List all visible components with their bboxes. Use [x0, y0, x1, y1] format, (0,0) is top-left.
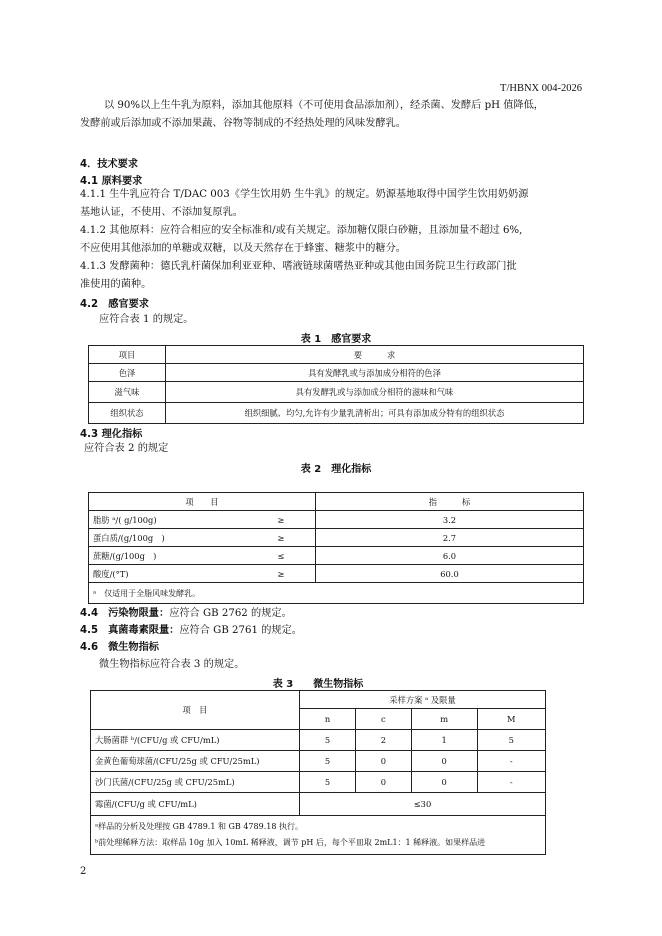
- table-2-caption: 表 2 理化指标: [300, 464, 372, 475]
- table-cell: 5: [300, 772, 356, 793]
- table-cell: 0: [411, 772, 477, 793]
- table-cell: 组织细腻、均匀,允许有少量乳清析出；可具有添加成分特有的组织状态: [166, 403, 584, 424]
- table-3-caption: 表 3 微生物指标: [272, 679, 364, 690]
- intro-line-1: 以 90%以上生牛乳为原料，添加其他原料（不可使用食品添加剂），经杀菌、发酵后 pH 值降低，: [104, 100, 544, 111]
- header-cell: 采样方案 ᵃ 及限量: [300, 691, 546, 709]
- table-cell: 60.0: [316, 565, 584, 583]
- section-4-title: 4．技术要求: [80, 159, 139, 170]
- table-cell: 具有发酵乳或与添加成分相符的色泽: [166, 364, 584, 382]
- table-header-row: [91, 691, 546, 709]
- header-cell: 指 标: [316, 493, 584, 511]
- header-cell: 项 目: [89, 493, 316, 511]
- header-cell: c: [356, 709, 412, 730]
- section-4-5: [80, 622, 302, 640]
- clause-4-1-2-line-2: 不应使用其他添加的单糖或双糖，以及天然存在于蜂蜜、糖浆中的糖分。: [80, 243, 406, 254]
- table-header-row: [89, 493, 584, 511]
- table-cell: 1: [411, 730, 477, 751]
- table-cell: 3.2: [316, 511, 584, 529]
- table-note: ᵇ前处理稀释方法：取样品 10g 加入 10mL 稀释液，调节 pH 后，每个平皿取 2mL1：1 稀释液。如果样品进: [95, 838, 486, 847]
- table-cell: 脂肪 ᵃ/( g/100g): [89, 511, 248, 529]
- comparison-operator: ≥: [247, 565, 316, 583]
- section-4-3-title: 4.3 理化指标: [80, 429, 143, 440]
- clause-4-1-3-line-2: 准使用的菌种。: [80, 279, 152, 290]
- table-cell: 色泽: [89, 364, 166, 382]
- table-cell: 组织状态: [89, 403, 166, 424]
- table-note-row: [91, 816, 546, 855]
- intro-line-2: 发酵前或后添加或不添加果蔬、谷物等制成的不经热处理的风味发酵乳。: [80, 118, 406, 129]
- document-id: T/HBNX 004-2026: [500, 83, 582, 94]
- section-4-6-text: 微生物指标应符合表 3 的规定。: [99, 659, 245, 670]
- table-1-caption: 表 1 感官要求: [300, 334, 372, 345]
- section-number: 4.4: [80, 608, 99, 619]
- clause-4-1-3-line-1: 4.1.3 发酵菌种：德氏乳杆菌保加利亚亚种、嗜液链球菌嗜热亚种或其他由国务院卫生行政部门批: [80, 261, 517, 272]
- table-row: [91, 772, 546, 793]
- table-cell: 2: [356, 730, 412, 751]
- table-cell: 霉菌/(CFU/g 或 CFU/mL): [91, 793, 300, 816]
- table-row: [91, 793, 546, 816]
- section-number: 4.6: [80, 642, 99, 653]
- section-4-1-title: 4.1 原料要求: [80, 176, 143, 187]
- physicochemical-table: [88, 492, 584, 604]
- table-row: [89, 565, 584, 583]
- section-title: 微生物指标: [108, 642, 159, 653]
- table-cell: 蛋白质/(g/100g ): [89, 529, 248, 547]
- table-cell: 酸度/(°T): [89, 565, 248, 583]
- header-cell: n: [300, 709, 356, 730]
- table-cell: 蔗糖/(g/100g ): [89, 547, 248, 565]
- table-row: [89, 403, 584, 424]
- table-cell: 0: [356, 772, 412, 793]
- table-cell: 金黄色葡萄球菌/(CFU/25g 或 CFU/25mL): [91, 751, 300, 772]
- sensory-table: [88, 345, 584, 424]
- table-notes: [91, 816, 546, 855]
- header-cell: m: [411, 709, 477, 730]
- clause-4-1-1-line-1: 4.1.1 生牛乳应符合 T/DAC 003《学生饮用奶 生牛乳》的规定。奶源基地取得中国学生饮用奶奶源: [80, 189, 529, 200]
- section-4-6: [80, 639, 159, 657]
- table-row: [89, 529, 584, 547]
- clause-4-1-1-line-2: 基地认证，不使用、不添加复原乳。: [80, 207, 243, 218]
- section-4-3-text: 应符合表 2 的规定: [84, 443, 169, 454]
- table-cell: 滋气味: [89, 382, 166, 403]
- table-row: [91, 751, 546, 772]
- table-cell: 0: [411, 751, 477, 772]
- table-row: [89, 547, 584, 565]
- header-cell: 项目: [89, 346, 166, 364]
- table-cell: 5: [477, 730, 545, 751]
- table-row: [91, 730, 546, 751]
- table-row: [89, 382, 584, 403]
- table-note-row: [89, 583, 584, 604]
- section-title: 污染物限量：: [108, 608, 170, 619]
- page-number: 2: [80, 866, 87, 877]
- header-cell: 项 目: [91, 691, 300, 730]
- table-cell: 5: [300, 730, 356, 751]
- table-header-row: [89, 346, 584, 364]
- table-cell: 沙门氏菌/(CFU/25g 或 CFU/25mL): [91, 772, 300, 793]
- comparison-operator: ≤: [247, 547, 316, 565]
- section-4-4: [80, 605, 292, 623]
- table-cell: 6.0: [316, 547, 584, 565]
- section-number: 4.5: [80, 625, 99, 636]
- table-cell: 大肠菌群 ᵇ/(CFU/g 或 CFU/mL): [91, 730, 300, 751]
- table-cell: 2.7: [316, 529, 584, 547]
- table-cell: 5: [300, 751, 356, 772]
- section-title: 真菌毒素限量：: [108, 625, 180, 636]
- microbiological-table: [90, 690, 546, 855]
- section-text: 应符合 GB 2762 的规定。: [169, 608, 292, 619]
- comparison-operator: ≥: [247, 529, 316, 547]
- section-text: 应符合 GB 2761 的规定。: [179, 625, 302, 636]
- table-note: ᵃ样品的分析及处理按 GB 4789.1 和 GB 4789.18 执行。: [95, 822, 303, 831]
- table-note: ᵃ 仅适用于全脂风味发酵乳。: [89, 583, 584, 604]
- header-cell: 要 求: [166, 346, 584, 364]
- table-cell: -: [477, 751, 545, 772]
- table-cell: -: [477, 772, 545, 793]
- table-cell: 具有发酵乳或与添加成分相符的滋味和气味: [166, 382, 584, 403]
- section-4-2-title: 4.2 感官要求: [80, 299, 149, 310]
- table-row: [89, 364, 584, 382]
- section-4-2-text: 应符合表 1 的规定。: [99, 314, 194, 325]
- table-cell: ≤30: [300, 793, 546, 816]
- comparison-operator: ≥: [247, 511, 316, 529]
- clause-4-1-2-line-1: 4.1.2 其他原料：应符合相应的安全标准和/或有关规定。添加糖仅限白砂糖，且添加量不超过 6%,: [80, 225, 523, 236]
- table-row: [89, 511, 584, 529]
- header-cell: M: [477, 709, 545, 730]
- table-cell: 0: [356, 751, 412, 772]
